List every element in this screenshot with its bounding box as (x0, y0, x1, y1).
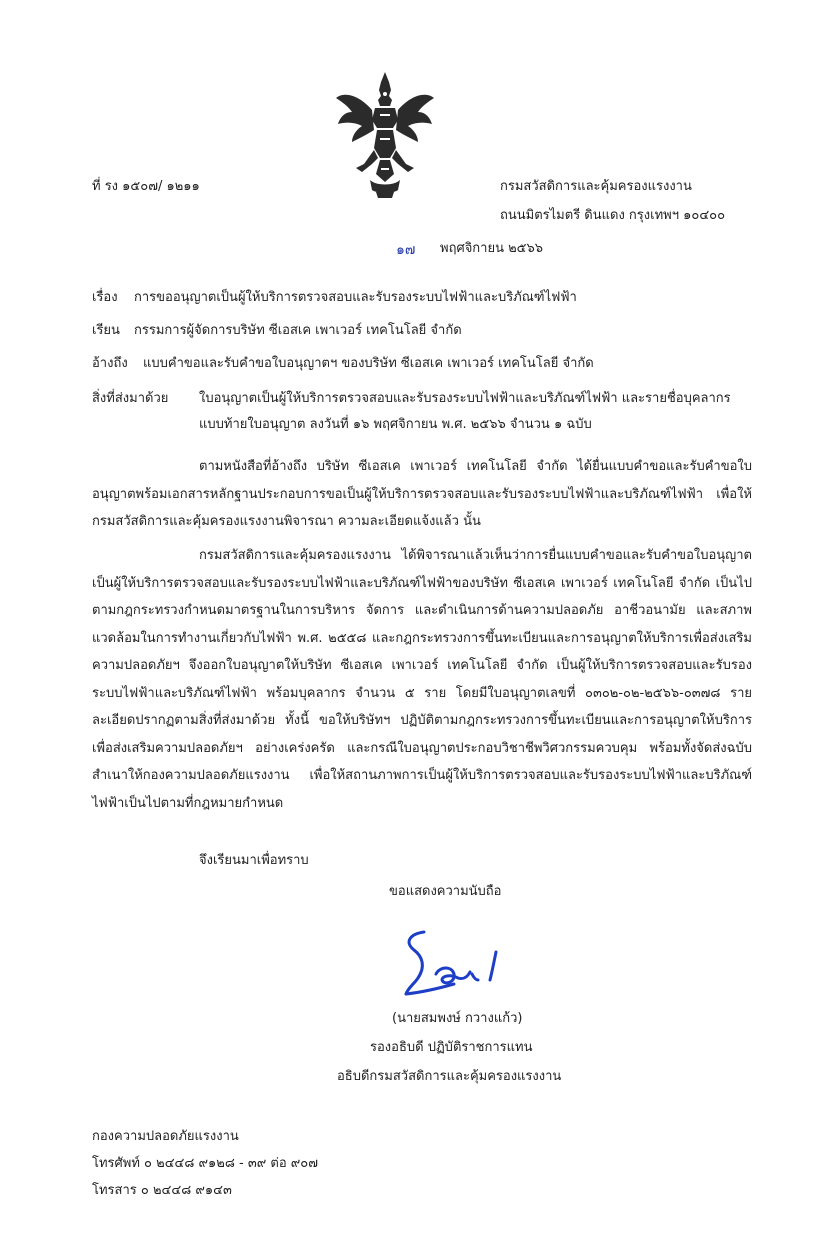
date-month-year: พฤศจิกายน ๒๕๖๖ (440, 241, 544, 256)
closing-regards: ขอแสดงความนับถือ (389, 884, 502, 899)
reference-number: ที่ รง ๑๕๐๗/ ๑๒๑๑ (92, 179, 200, 194)
reference-label: อ้างถึง (92, 356, 128, 371)
recipient-label: เรียน (92, 323, 120, 338)
footer-division: กองความปลอดภัยแรงงาน (92, 1129, 239, 1144)
subject-text: การขออนุญาตเป็นผู้ให้บริการตรวจสอบและรับรองระบบไฟฟ้าและบริภัณฑ์ไฟฟ้า (134, 290, 577, 305)
body-paragraph-2-text: กรมสวัสดิการและคุ้มครองแรงงาน ได้พิจารณาแล้วเห็นว่าการยื่นแบบคำขอและรับคำขอใบอนุญาตเป็นผู้ให้บริการตรวจสอบและรับรองระบบไฟฟ้าและบริภัณฑ์ไฟฟ้าของบริษัท ซีเอสเค เพาเวอร์ เทคโนโลยี จำกัด เป็นไปตามกฎกระทรวงกำหนดมาตรฐานในการบริหาร จัดการ และดำเนินการด้านความปลอดภัย อาชีวอนามัย และสภาพแวดล้อมในการทำงานเกี่ยวกับไฟฟ้า พ.ศ. ๒๕๕๘ และกฎกระทรวงการขึ้นทะเบียนและการอนุญาตให้บริการเพื่อส่งเสริมความปลอดภัยฯ จึงออกใบอนุญาตให้บริษัท ซีเอสเค เพาเวอร์ เทคโนโลยี จำกัด เป็นผู้ให้บริการตรวจสอบและรับรองระบบไฟฟ้าและบริภัณฑ์ไฟฟ้า พร้อมบุคลากร จำนวน ๕ ราย โดยมีใบอนุญาตเลขที่ ๐๓๐๒-๐๒-๒๕๖๖-๐๓๗๘ รายละเอียดปรากฏตามสิ่งที่ส่งมาด้วย ทั้งนี้ ขอให้บริษัทฯ ปฏิบัติตามกฎกระทรวงการขึ้นทะเบียนและการอนุญาตให้บริการเพื่อส่งเสริมความปลอดภัยฯ อย่างเคร่งครัด และกรณีใบอนุญาตประกอบวิชาชีพวิศวกรรมควบคุม พร้อมทั้งจัดส่งฉบับสำเนาให้กองความปลอดภัยแรงงาน เพื่อให้สถานภาพการเป็นผู้ให้บริการตรวจสอบและรับรองระบบไฟฟ้าและบริภัณฑ์ไฟฟ้าเป็นไปตามที่กฎหมายกำหนด (92, 548, 752, 811)
body-paragraph-1 (92, 453, 752, 536)
attachment-line-2: แบบท้ายใบอนุญาต ลงวันที่ ๑๖ พฤศจิกายน พ.ศ. ๒๕๖๖ จำนวน ๑ ฉบับ (199, 417, 592, 432)
closing-line: จึงเรียนมาเพื่อทราบ (199, 853, 309, 868)
body-paragraph-2 (92, 542, 752, 817)
department-address: ถนนมิตรไมตรี ดินแดง กรุงเทพฯ ๑๐๔๐๐ (500, 208, 726, 223)
reference-text: แบบคำขอและรับคำขอใบอนุญาตฯ ของบริษัท ซีเอสเค เพาเวอร์ เทคโนโลยี จำกัด (143, 356, 594, 371)
recipient-text: กรรมการผู้จัดการบริษัท ซีเอสเค เพาเวอร์ เทคโนโลยี จำกัด (134, 323, 462, 338)
garuda-emblem-icon (334, 68, 436, 200)
department-name: กรมสวัสดิการและคุ้มครองแรงงาน (500, 179, 692, 194)
footer-phone: โทรศัพท์ ๐ ๒๔๔๘ ๙๑๒๘ - ๓๙ ต่อ ๙๐๗ (92, 1156, 319, 1171)
handwritten-signature (396, 922, 526, 1002)
signer-position-2: อธิบดีกรมสวัสดิการและคุ้มครองแรงงาน (337, 1069, 562, 1084)
footer-fax: โทรสาร ๐ ๒๔๔๘ ๙๑๔๓ (92, 1183, 232, 1198)
date-day: ๑๗ (396, 242, 416, 258)
signer-name: (นายสมพงษ์ กวางแก้ว) (392, 1011, 523, 1026)
attachment-line-1: ใบอนุญาตเป็นผู้ให้บริการตรวจสอบและรับรองระบบไฟฟ้าและบริภัณฑ์ไฟฟ้า และรายชื่อบุคลากร (199, 391, 731, 406)
attachment-label: สิ่งที่ส่งมาด้วย (92, 391, 169, 406)
subject-label: เรื่อง (92, 290, 118, 305)
signer-position-1: รองอธิบดี ปฏิบัติราชการแทน (370, 1040, 533, 1055)
body-paragraph-1-text: ตามหนังสือที่อ้างถึง บริษัท ซีเอสเค เพาเวอร์ เทคโนโลยี จำกัด ได้ยื่นแบบคำขอและรับคำขอใบอนุญาตพร้อมเอกสารหลักฐานประกอบการขอเป็นผู้ให้บริการตรวจสอบและรับรองระบบไฟฟ้าและบริภัณฑ์ไฟฟ้า เพื่อให้กรมสวัสดิการและคุ้มครองแรงงานพิจารณา ความละเอียดแจ้งแล้ว นั้น (92, 459, 752, 529)
